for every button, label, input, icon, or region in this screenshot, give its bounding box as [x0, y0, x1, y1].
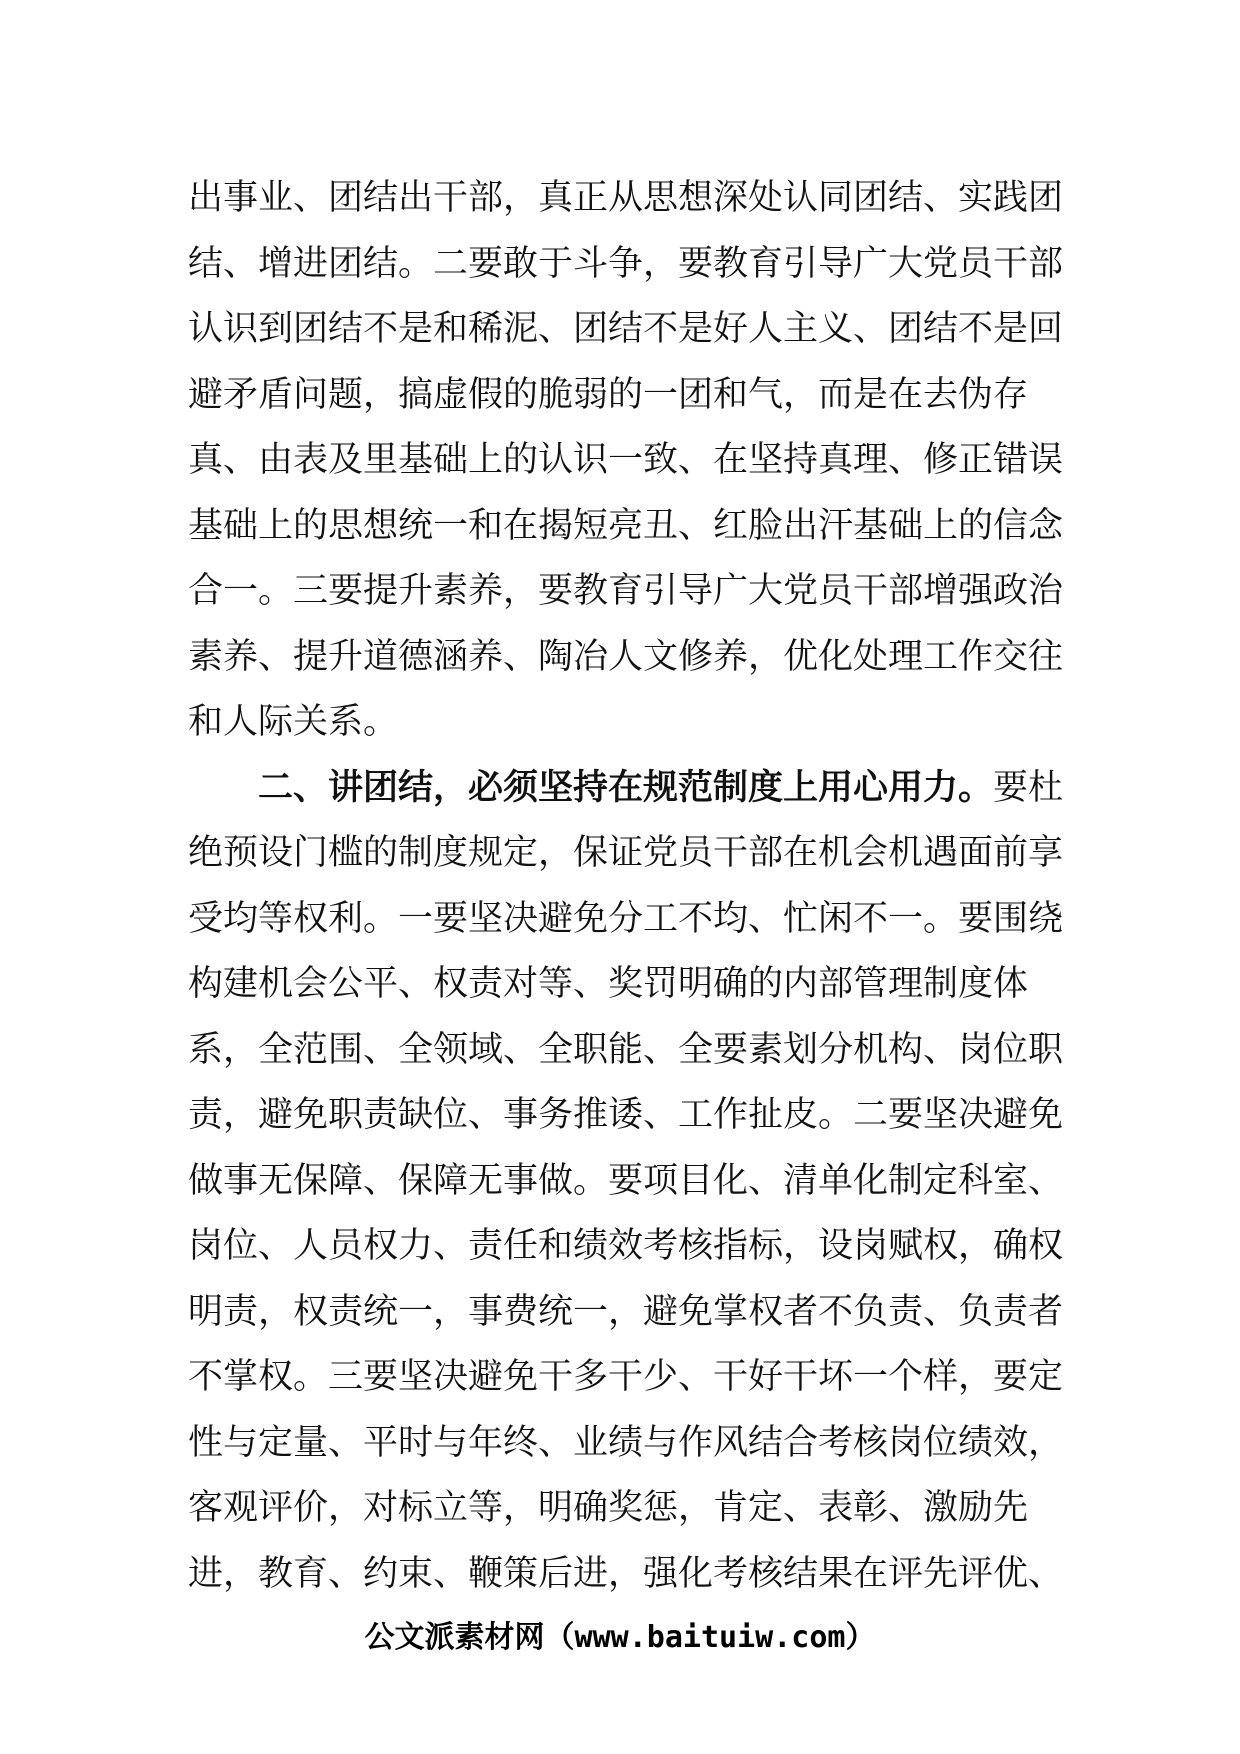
text-line: 责，避免职责缺位、事务推诿、工作扯皮。二要坚决避免: [188, 1095, 1064, 1135]
footer-site-name: 公文派素材网: [364, 1620, 545, 1655]
text-line: 出事业、团结出干部，真正从思想深处认同团结、实践团: [188, 178, 1064, 218]
page-footer: [0, 1618, 1240, 1658]
section-two-heading: 二、讲团结，必须坚持在规范制度上用心用力。: [258, 767, 994, 808]
text-line: 岗位、人员权力、责任和绩效考核指标，设岗赋权，确权: [188, 1226, 1064, 1266]
text-line: 受均等权利。一要坚决避免分工不均、忙闲不一。要围绕: [188, 898, 1064, 939]
text-line: 避矛盾问题，搞虚假的脆弱的一团和气，而是在去伪存: [188, 374, 1029, 415]
text-line: 客观评价，对标立等，明确奖惩，肯定、表彰、激励先: [188, 1488, 1029, 1528]
text-line: 和人际关系。: [188, 702, 399, 742]
text-line: 结、增进团结。二要敢于斗争，要教育引导广大党员干部: [188, 243, 1064, 284]
text-line: 做事无保障、保障无事做。要项目化、清单化制定科室、: [188, 1160, 1064, 1201]
text-line: 系，全范围、全领域、全职能、全要素划分机构、岗位职: [188, 1029, 1064, 1070]
text-line: 明责，权责统一，事费统一，避免掌权者不负责、负责者: [188, 1291, 1064, 1332]
text-line: 真、由表及里基础上的认识一致、在坚持真理、修正错误: [188, 440, 1064, 480]
document-body: [188, 166, 1064, 1607]
text-line: 认识到团结不是和稀泥、团结不是好人主义、团结不是回: [188, 309, 1064, 349]
text-line: 基础上的思想统一和在揭短亮丑、红脸出汗基础上的信念: [188, 505, 1064, 546]
text-line: 绝预设门槛的制度规定，保证党员干部在机会机遇面前享: [188, 833, 1064, 873]
section-two-first-line: [188, 756, 1064, 822]
text-line: 性与定量、平时与年终、业绩与作风结合考核岗位绩效，: [188, 1422, 1064, 1463]
footer-url: （www.baituiw.com）: [544, 1620, 876, 1655]
text-line: 素养、提升道德涵养、陶冶人文修养，优化处理工作交往: [188, 636, 1064, 677]
text-line: 合一。三要提升素养，要教育引导广大党员干部增强政治: [188, 571, 1064, 611]
text-line: 不掌权。三要坚决避免干多干少、干好干坏一个样，要定: [188, 1357, 1064, 1397]
section-two-first-line-rest: 要杜: [993, 767, 1064, 808]
text-line: 构建机会公平、权责对等、奖罚明确的内部管理制度体: [188, 964, 1029, 1004]
text-line: 进，教育、约束、鞭策后进，强化考核结果在评先评优、: [188, 1553, 1064, 1594]
